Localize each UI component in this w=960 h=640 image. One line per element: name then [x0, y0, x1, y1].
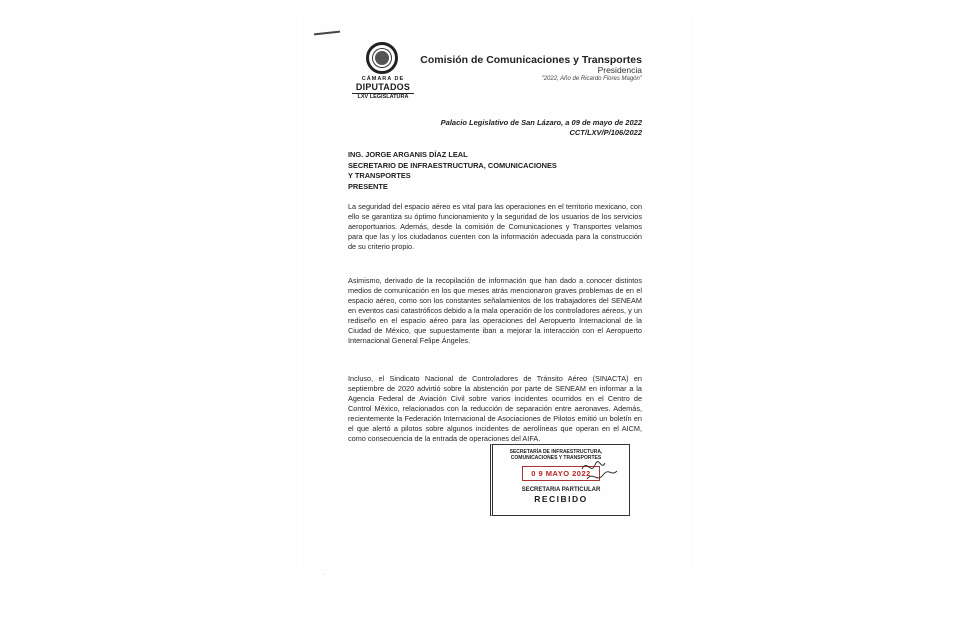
stamp-date: 0 9 MAYO 2022	[522, 466, 600, 481]
chamber-line1: CÁMARA DE	[361, 76, 405, 82]
reference-number: CCT/LXV/P/106/2022	[569, 128, 642, 138]
recipient-title-1: SECRETARIO DE INFRAESTRUCTURA, COMUNICACIONES	[348, 160, 557, 170]
chamber-seal-icon	[366, 42, 398, 74]
stamp-status: RECIBIDO	[534, 493, 588, 504]
salutation: PRESENTE	[348, 182, 388, 192]
place-date: Palacio Legislativo de San Lázaro, a 09 de mayo de 2022	[440, 118, 642, 127]
recipient-block	[348, 150, 557, 193]
recipient-name: ING. JORGE ARGANIS DÍAZ LEAL	[348, 150, 468, 159]
eagle-emblem-icon	[373, 49, 391, 67]
chamber-line2: DIPUTADOS	[355, 81, 411, 92]
recipient-title-2: Y TRANSPORTES	[348, 171, 411, 181]
legislature: LXV LEGISLATURA	[352, 93, 414, 101]
chamber-logo	[352, 77, 414, 100]
handwritten-signature-icon	[579, 457, 621, 485]
commission-name: Comisión de Comunicaciones y Transportes	[420, 54, 642, 66]
footer-mark: ·	[324, 572, 326, 578]
place-date-block	[441, 118, 642, 138]
received-stamp	[490, 444, 630, 516]
body-paragraph-1: La seguridad del espacio aéreo es vital para las operaciones en el territorio mexicano, con ello se garantiza su óptimo funcionamiento y la seguridad de los usuarios de los servicios aeroportuarios. Además, desde la comisión de Comunicaciones y Transportes velamos para que las y los ciudadanos cuenten con la información adecuada para la construcción de su criterio propio.	[348, 202, 642, 252]
body-paragraph-3: Incluso, el Sindicato Nacional de Controladores de Tránsito Aéreo (SINACTA) en septiembre de 2020 advirtió sobre la abstención por parte de SENEAM en informar a la Agencia Federal de Aviación Civil sobre varios incidentes ocurridos en el Centro de Control México, relacionados con la reducción de separación entre aeronaves. Además, recientemente la Federación Internacional de Asociaciones de Pilotos emitió un boletín en el que alertó a pilotos sobre algunos incidentes de aerolíneas que operan en el AICM, como consecuencia de la entrada de operaciones del AIFA.	[348, 374, 642, 444]
scan-mark	[314, 31, 340, 36]
letterhead	[420, 54, 642, 83]
office-name: Presidencia	[597, 65, 642, 76]
body-paragraph-2: Asimismo, derivado de la recopilación de información que han dado a conocer distintos medios de comunicación en los que meses atrás mencionaron graves problemas de en el espacio aéreo, como son los constantes señalamientos de los trabajadores del SENEAM en eventos casi catastróficos debido a la mala operación de los controladores aéreos, y un rediseño en el espacio aéreo para las operaciones del Aeropuerto Internacional de la Ciudad de México, que supuestamente iban a mejorar la interacción con el Aeropuerto Internacional General Felipe Ángeles.	[348, 276, 642, 346]
year-motto: "2022, Año de Ricardo Flores Magón"	[541, 75, 642, 82]
stamp-office: SECRETARÍA DE INFRAESTRUCTURA, COMUNICACIONES Y TRANSPORTES	[509, 449, 603, 462]
letter-page	[304, 14, 692, 578]
stamp-department: SECRETARIA PARTICULAR	[521, 486, 601, 493]
